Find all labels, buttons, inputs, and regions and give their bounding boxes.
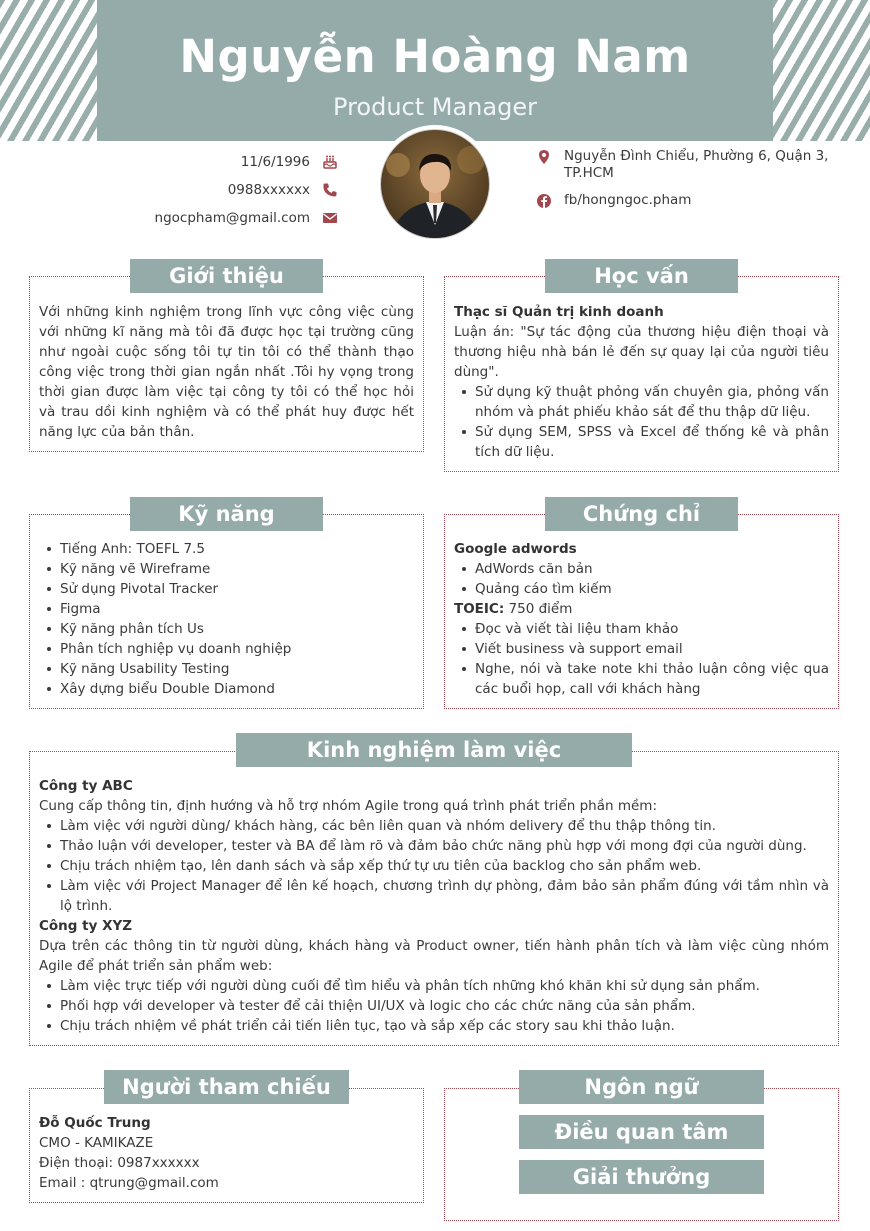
cert-google: Google adwords	[454, 541, 577, 557]
intro-title: Giới thiệu	[130, 259, 323, 293]
company-xyz-desc: Dựa trên các thông tin từ người dùng, khách hàng và Product owner, tiến hành phân tích và làm việc cùng nhóm Agile để phát triển sản phẩm web:	[39, 938, 829, 974]
facebook-icon	[536, 193, 552, 209]
company-abc-list	[39, 816, 829, 916]
reference-phone: Điện thoại: 0987xxxxxx	[39, 1155, 200, 1171]
contact-facebook	[536, 192, 846, 209]
skills-content	[39, 539, 414, 699]
company-xyz: Công ty XYZ	[39, 918, 133, 934]
address-text: Nguyễn Đình Chiểu, Phường 6, Quận 3, TP.HCM	[564, 148, 829, 181]
phone-text: 0988xxxxxx	[227, 182, 310, 198]
certs-title: Chứng chỉ	[545, 497, 738, 531]
header-banner	[97, 0, 773, 141]
list-item: Viết business và support email	[454, 639, 829, 659]
list-item: Làm việc với Project Manager để lên kế hoạch, chương trình dự phòng, đảm bảo sản phẩm đúng với tầm nhìn và lộ trình.	[39, 876, 829, 916]
list-item: Sử dụng Pivotal Tracker	[39, 579, 414, 599]
cert-google-list	[454, 559, 829, 599]
facebook-text: fb/hongngoc.pham	[564, 192, 692, 208]
email-text: ngocpham@gmail.com	[154, 210, 310, 226]
contact-birthday	[155, 148, 338, 176]
list-item: Làm việc trực tiếp với người dùng cuối để tìm hiểu và phân tích những khó khăn khi sử dụng sản phẩm.	[39, 976, 829, 996]
list-item: Figma	[39, 599, 414, 619]
candidate-role: Product Manager	[333, 93, 537, 121]
education-title: Học vấn	[545, 259, 738, 293]
list-item: Kỹ năng Usability Testing	[39, 659, 414, 679]
reference-title: Người tham chiếu	[104, 1070, 349, 1104]
cert-toeic-value: 750 điểm	[504, 601, 573, 617]
list-item: Tiếng Anh: TOEFL 7.5	[39, 539, 414, 559]
list-item: Nghe, nói và take note khi thảo luận công việc qua các buổi họp, call với khách hàng	[454, 659, 829, 699]
list-item: Chịu trách nhiệm về phát triển cải tiến liên tục, tạo và sắp xếp các story sau khi thảo luận.	[39, 1016, 829, 1036]
intro-text: Với những kinh nghiệm trong lĩnh vực công việc cùng với những kĩ năng mà tôi đã được học tại trường cũng như ngoài cuộc sống tôi tự tin tôi có thể thành thạo công việc trong thời gian ngắn nhất .Tôi hy vọng trong thời gian được làm việc tại công ty tôi có thể học hỏi và trau dồi kinh nghiệm và có thể phát huy được hết năng lực của bản thân.	[39, 304, 414, 440]
list-item: Sử dụng SEM, SPSS và Excel để thống kê và phân tích dữ liệu.	[454, 422, 829, 462]
company-xyz-list	[39, 976, 829, 1036]
education-content	[454, 302, 829, 462]
intro-content	[39, 302, 414, 442]
education-list	[454, 382, 829, 462]
experience-title: Kinh nghiệm làm việc	[236, 733, 632, 767]
skills-list	[39, 539, 414, 699]
cert-toeic-label: TOEIC:	[454, 601, 505, 617]
list-item: AdWords căn bản	[454, 559, 829, 579]
list-item: Phân tích nghiệp vụ doanh nghiệp	[39, 639, 414, 659]
list-item: Phối hợp với developer và tester để cải thiện UI/UX và logic cho các chức năng của sản phẩm.	[39, 996, 829, 1016]
cake-icon	[322, 154, 338, 170]
education-degree: Thạc sĩ Quản trị kinh doanh	[454, 304, 664, 320]
reference-name: Đỗ Quốc Trung	[39, 1115, 151, 1131]
cert-toeic	[454, 599, 829, 619]
awards-title: Giải thưởng	[519, 1160, 764, 1194]
contact-phone	[155, 176, 338, 204]
contact-right	[536, 148, 846, 219]
interests-title: Điều quan tâm	[519, 1115, 764, 1149]
reference-position: CMO - KAMIKAZE	[39, 1135, 154, 1151]
decorative-stripes-left	[0, 0, 97, 141]
list-item: Đọc và viết tài liệu tham khảo	[454, 619, 829, 639]
skills-title: Kỹ năng	[130, 497, 323, 531]
contact-address	[536, 148, 846, 182]
avatar	[376, 125, 494, 243]
contact-email	[155, 204, 338, 232]
reference-email: Email : qtrung@gmail.com	[39, 1175, 219, 1191]
list-item: Làm việc với người dùng/ khách hàng, các bên liên quan và nhóm delivery để thu thập thông tin.	[39, 816, 829, 836]
contact-left	[155, 148, 338, 232]
company-abc: Công ty ABC	[39, 778, 133, 794]
certs-content	[454, 539, 829, 699]
list-item: Kỹ năng phân tích Us	[39, 619, 414, 639]
cert-toeic-list	[454, 619, 829, 699]
list-item: Chịu trách nhiệm tạo, lên danh sách và sắp xếp thứ tự ưu tiên của backlog cho sản phẩm web.	[39, 856, 829, 876]
phone-icon	[322, 182, 338, 198]
decorative-stripes-right	[773, 0, 870, 141]
list-item: Xây dựng biểu Double Diamond	[39, 679, 414, 699]
experience-content	[39, 776, 829, 1036]
languages-title: Ngôn ngữ	[519, 1070, 764, 1104]
reference-content	[39, 1113, 414, 1193]
birthday-text: 11/6/1996	[240, 154, 310, 170]
list-item: Quảng cáo tìm kiếm	[454, 579, 829, 599]
side-box	[444, 1088, 839, 1221]
envelope-icon	[322, 210, 338, 226]
company-abc-desc: Cung cấp thông tin, định hướng và hỗ trợ nhóm Agile trong quá trình phát triển phần mềm:	[39, 798, 657, 814]
candidate-name: Nguyễn Hoàng Nam	[179, 30, 691, 83]
list-item: Thảo luận với developer, tester và BA để làm rõ và đảm bảo chức năng phù hợp với mong đợi của người dùng.	[39, 836, 829, 856]
map-pin-icon	[536, 149, 552, 165]
list-item: Sử dụng kỹ thuật phỏng vấn chuyên gia, phỏng vấn nhóm và phát phiếu khảo sát để thu thập dữ liệu.	[454, 382, 829, 422]
list-item: Kỹ năng vẽ Wireframe	[39, 559, 414, 579]
education-thesis: Luận án: "Sự tác động của thương hiệu điện thoại và thương hiệu nhà bán lẻ đến sự quay lại của người tiêu dùng".	[454, 324, 829, 380]
